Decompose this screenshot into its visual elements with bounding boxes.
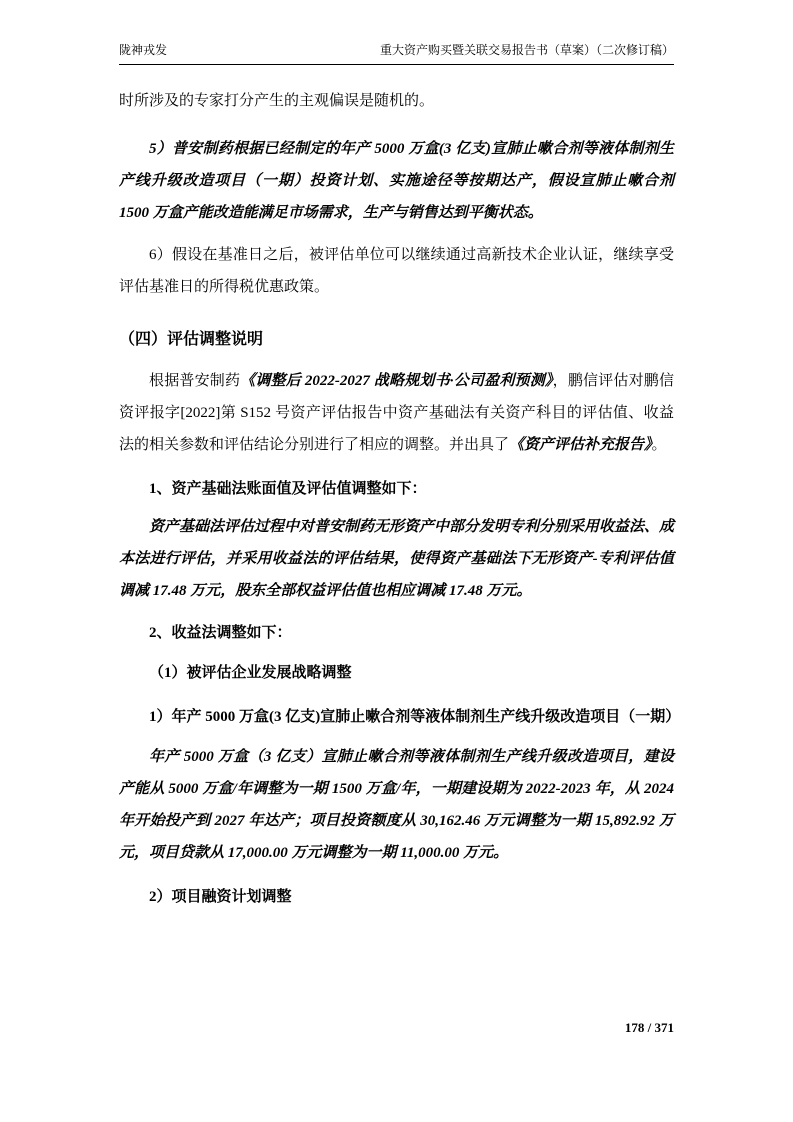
- paragraph-adjustment-basis: [119, 365, 674, 461]
- page-header: [119, 42, 674, 65]
- paragraph-project-adjustment: 年产 5000 万盒（3 亿支）宣肺止嗽合剂等液体制剂生产线升级改造项目，建设产能从 5000 万盒/年调整为一期 1500 万盒/年，一期建设期为 2022-2023 年，从 2024 年开始投产到 2027 年达产；项目投资额度从 30,162.46 万元调整为一期 15,892.92 万元，项目贷款从 17,000.00 万元调整为一期 11,000.00 万元。: [119, 749, 674, 861]
- book-title-supplementary-report: 《资产评估补充报告》: [509, 437, 652, 453]
- section-heading-4: （四）评估调整说明: [119, 331, 264, 348]
- page-footer: [625, 1020, 674, 1036]
- text-run: 。: [651, 437, 667, 453]
- text-run: 根据普安制药: [149, 373, 241, 389]
- paragraph-assumption-6: 6）假设在基准日之后，被评估单位可以继续通过高新技术企业认证，继续享受评估基准日的所得税优惠政策。: [119, 247, 674, 295]
- page-number: 178 / 371: [624, 1020, 674, 1035]
- heading-item-2-1-1-project: 1）年产 5000 万盒(3 亿支)宣肺止嗽合剂等液体制剂生产线升级改造项目（一期）: [149, 709, 681, 725]
- heading-item-2-1-strategy-adjustment: （1）被评估企业发展战略调整: [149, 665, 352, 681]
- header-report-title: 重大资产购买暨关联交易报告书（草案）（二次修订稿）: [379, 43, 674, 57]
- heading-item-1-asset-basis: 1、资产基础法账面值及评估值调整如下：: [149, 481, 427, 497]
- paragraph-continuation: 时所涉及的专家打分产生的主观偏误是随机的。: [119, 93, 435, 109]
- heading-item-2-income-method: 2、收益法调整如下：: [149, 625, 292, 641]
- header-company-name: 陇神戎发: [119, 43, 168, 57]
- document-body: [119, 65, 681, 913]
- text-run: ，鹏信评估对鹏信资评报字[2022]第 S152 号资产评估报告中资产基础法有关资产科目的评估值、收益法的相关参数和评估结论分别进行了相应的调整。并出具了: [119, 373, 674, 453]
- heading-item-2-2-financing-plan: 2）项目融资计划调整: [149, 889, 292, 905]
- paragraph-assumption-5: 5）普安制药根据已经制定的年产 5000 万盒(3 亿支)宣肺止嗽合剂等液体制剂生产线升级改造项目（一期）投资计划、实施途径等按期达产，假设宣肺止嗽合剂 1500 万盒产能改造能满足市场需求，生产与销售达到平衡状态。: [119, 141, 674, 221]
- book-title-strategic-plan: 《调整后 2022-2027 战略规划书·公司盈利预测》: [240, 373, 553, 389]
- paragraph-asset-basis-adjustment: 资产基础法评估过程中对普安制药无形资产中部分发明专利分别采用收益法、成本法进行评估，并采用收益法的评估结果，使得资产基础法下无形资产-专利评估值调减 17.48 万元，股东全部权益评估值也相应调减 17.48 万元。: [119, 519, 675, 599]
